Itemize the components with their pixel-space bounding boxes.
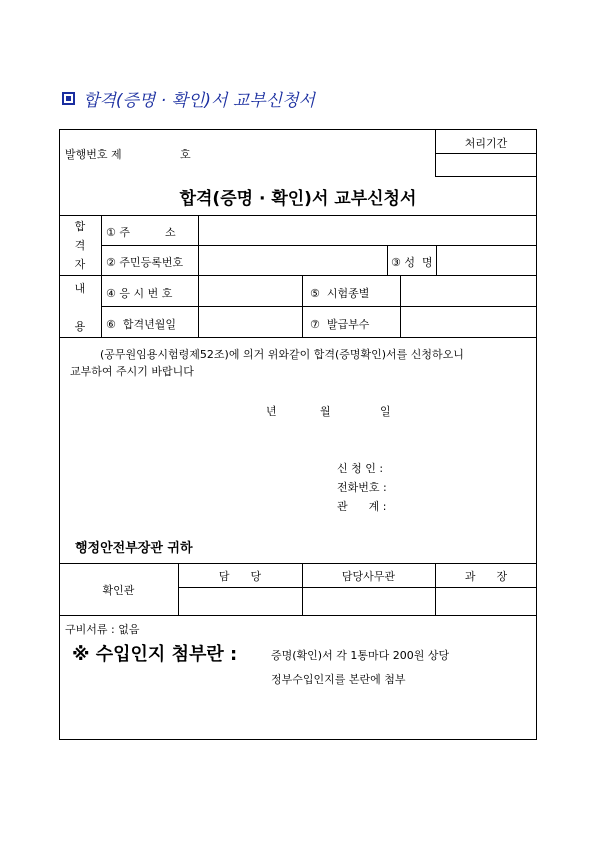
relation-label: 관 계 :	[337, 500, 387, 513]
applicant-group-char: 합	[74, 220, 86, 233]
date-month: 월	[320, 405, 331, 418]
issue-number-label: 발행번호 제	[65, 148, 122, 161]
officer-label: 담당사무관	[341, 570, 396, 583]
request-statement-line2: 교부하여 주시기 바랍니다	[70, 365, 194, 378]
date-day: 일	[380, 405, 391, 418]
copies-field[interactable]	[401, 307, 536, 337]
phone-label: 전화번호 :	[337, 481, 387, 494]
exam-type-field[interactable]	[401, 276, 536, 306]
copies-label: ⑦ 발급부수	[310, 318, 370, 331]
row-divider	[59, 615, 537, 616]
page-heading-text: 합격(증명 · 확인)서 교부신청서	[83, 91, 315, 111]
revenue-stamp-heading: ※ 수입인지 첨부란 :	[72, 644, 238, 665]
revenue-stamp-note-line1: 증명(확인)서 각 1통마다 200원 상당	[271, 649, 450, 662]
revenue-stamp-area[interactable]	[60, 690, 536, 738]
processing-period-field[interactable]	[436, 154, 536, 175]
resident-number-label: ② 주민등록번호	[106, 256, 184, 269]
confirm-officer-label: 확인관	[102, 584, 135, 597]
pass-date-field[interactable]	[199, 307, 302, 337]
row-divider	[435, 176, 537, 177]
address-field[interactable]	[199, 216, 536, 245]
chief-sign-field[interactable]	[436, 588, 536, 614]
column-divider	[101, 215, 102, 337]
row-divider	[59, 337, 537, 338]
name-label: ③ 성 명	[391, 256, 433, 269]
revenue-stamp-note-line2: 정부수입인지를 본란에 첨부	[271, 673, 406, 686]
name-field[interactable]	[437, 246, 536, 275]
chief-label: 과 장	[464, 570, 508, 583]
date-year: 년	[266, 405, 277, 418]
applicant-label: 신 청 인 :	[337, 462, 384, 475]
content-group-char: 내	[74, 282, 86, 295]
addressee: 행정안전부장관 귀하	[75, 541, 193, 556]
column-divider	[387, 245, 388, 275]
square-bullet-icon	[62, 92, 75, 105]
applicant-group-char: 격	[74, 239, 86, 252]
staff-sign-field[interactable]	[179, 588, 301, 614]
page-heading	[62, 86, 315, 111]
address-label: ① 주 소	[106, 226, 176, 239]
exam-number-field[interactable]	[199, 276, 302, 306]
row-divider	[59, 563, 537, 564]
applicant-group-label	[59, 217, 101, 274]
content-group-char: 용	[74, 320, 86, 333]
column-divider	[302, 275, 303, 337]
form-title: 합격(증명 · 확인)서 교부신청서	[179, 189, 417, 209]
request-statement-line1: (공무원임용시험령제52조)에 의거 위와같이 합격(증명확인)서를 신청하오니	[100, 348, 464, 361]
processing-period-label: 처리기간	[464, 137, 508, 150]
officer-sign-field[interactable]	[303, 588, 434, 614]
pass-date-label: ⑥ 합격년월일	[106, 318, 176, 331]
required-documents: 구비서류 : 없음	[65, 623, 140, 636]
exam-type-label: ⑤ 시험종별	[310, 287, 370, 300]
resident-number-field[interactable]	[199, 246, 387, 275]
issue-number-suffix: 호	[180, 148, 191, 161]
applicant-group-char: 자	[74, 258, 86, 271]
staff-label: 담 당	[218, 570, 262, 583]
exam-number-label: ④ 응 시 번 호	[106, 287, 173, 300]
